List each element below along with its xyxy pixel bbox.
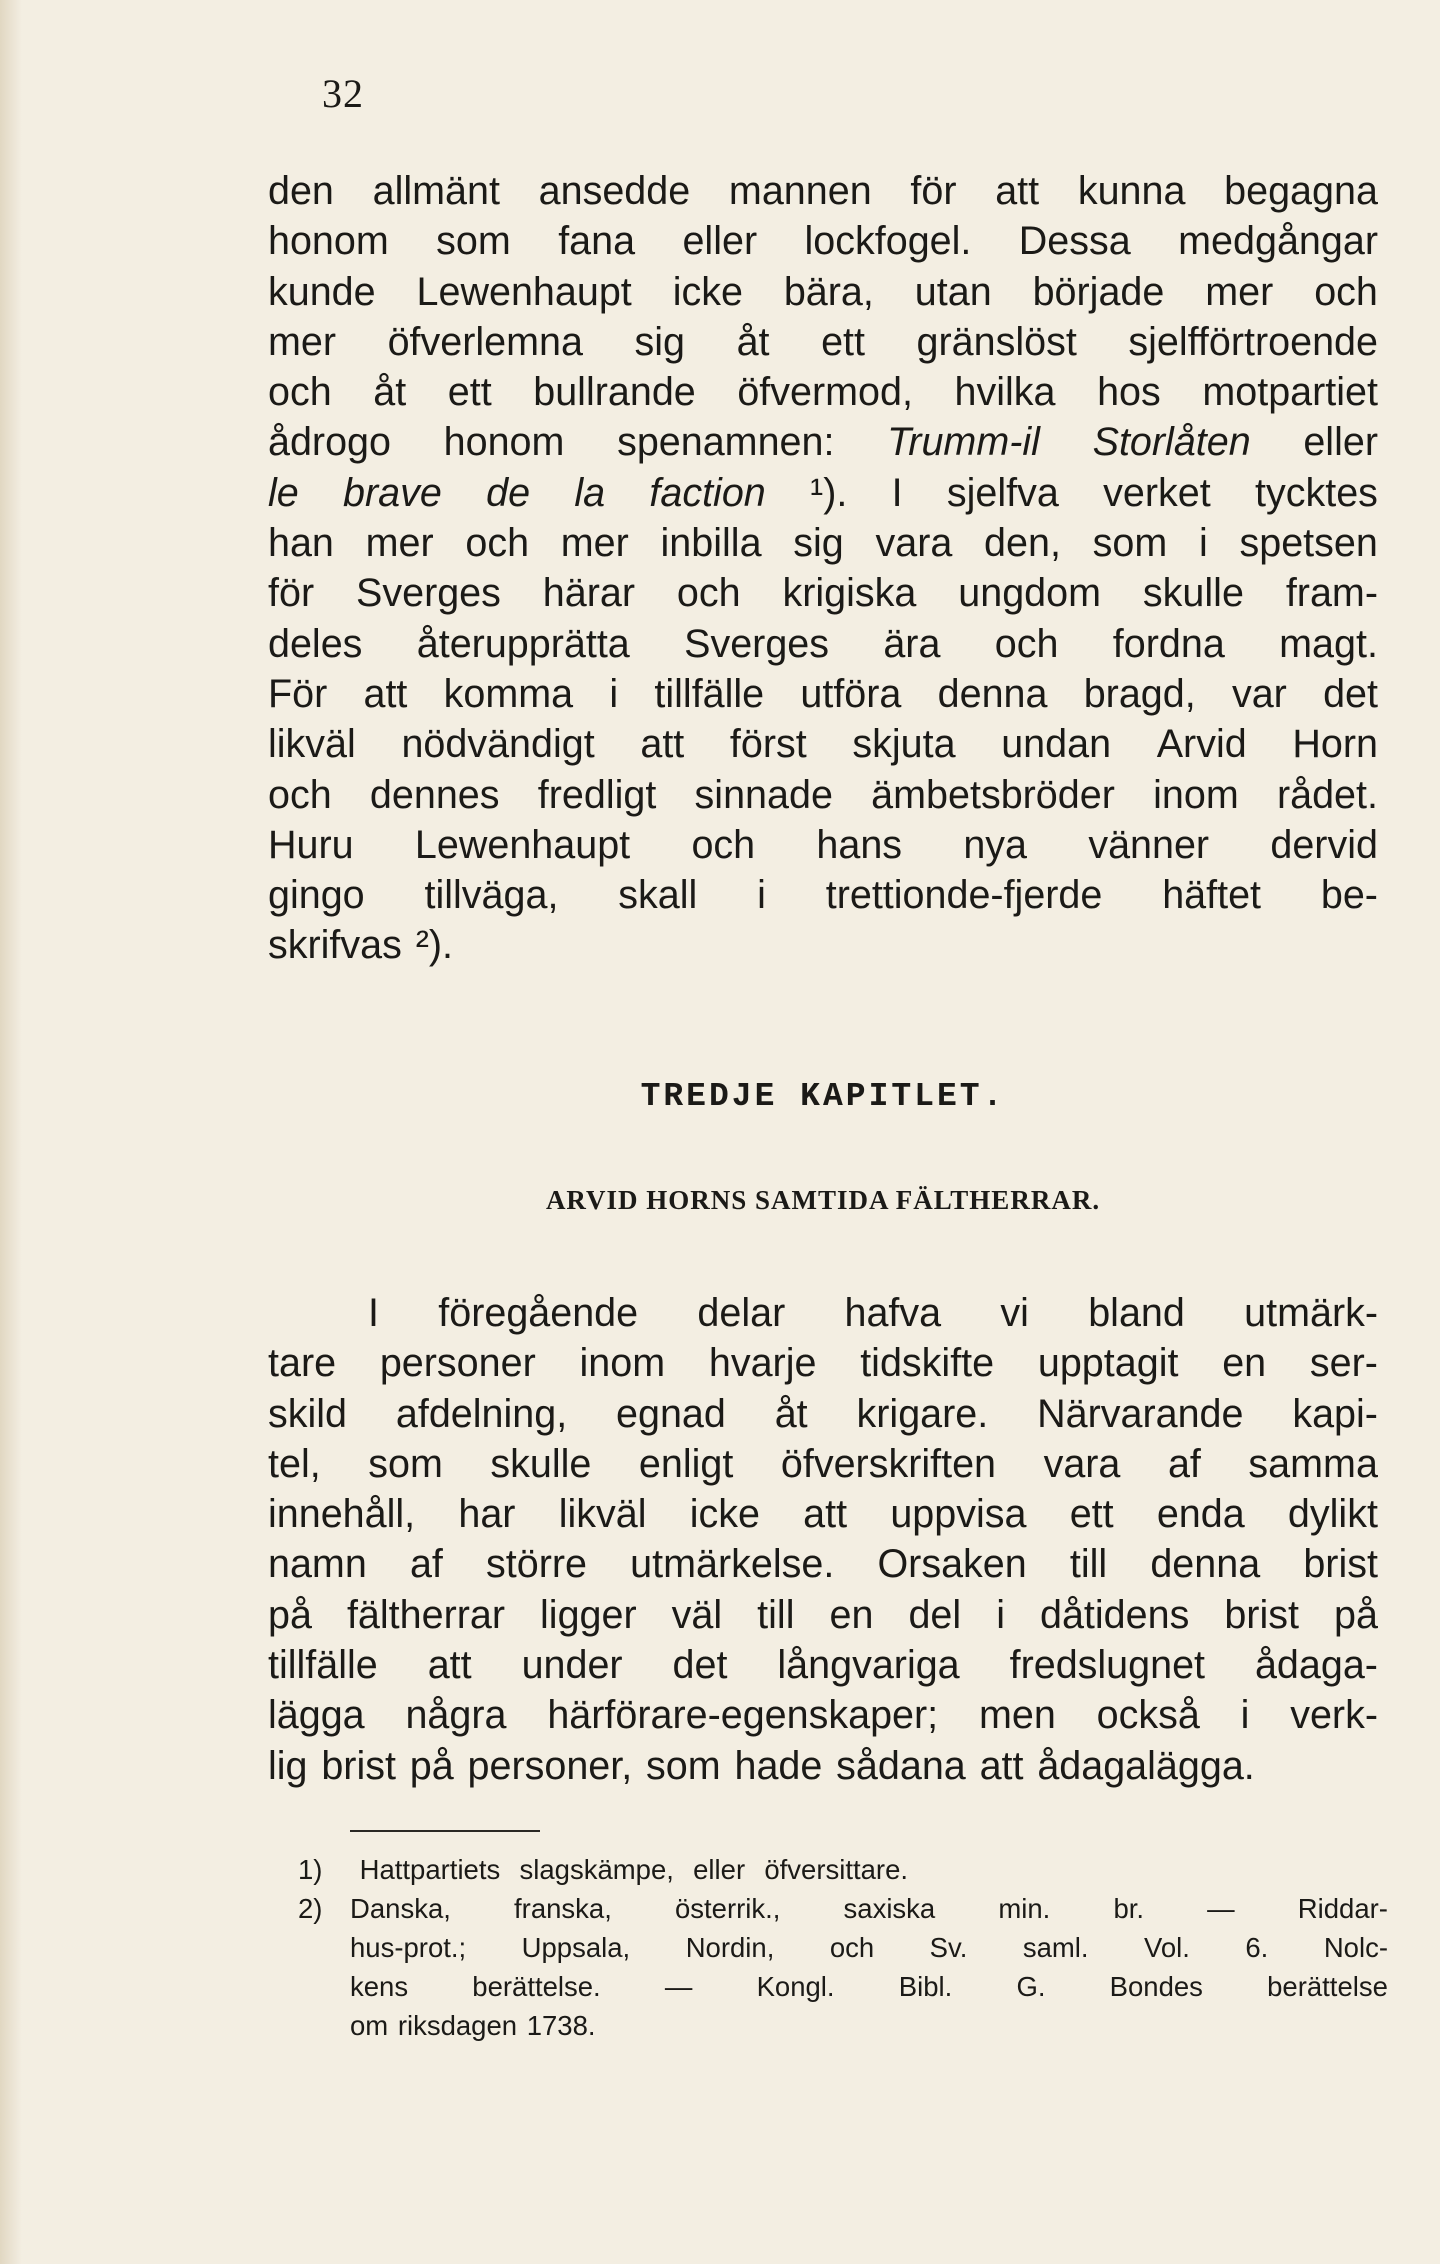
word: skall	[618, 873, 698, 918]
word: bära,	[783, 269, 874, 314]
word: medgångar	[1178, 219, 1378, 264]
word: och	[268, 370, 332, 415]
text-line	[268, 1590, 1378, 1640]
word: och	[465, 521, 530, 566]
word: en	[1222, 1341, 1267, 1386]
word: —	[1207, 1893, 1235, 1924]
word: lägga	[268, 1693, 365, 1738]
word: berättelse	[1267, 1971, 1388, 2002]
word: Närvarande	[1037, 1391, 1244, 1436]
word: fredslugnet	[1009, 1643, 1206, 1688]
word: och	[691, 822, 756, 867]
word: tel,	[268, 1441, 321, 1486]
word: bragd,	[1083, 671, 1196, 716]
word: i	[1240, 1693, 1250, 1738]
word: inbilla	[660, 521, 762, 566]
word: inom	[1153, 772, 1239, 817]
word: Bibl.	[898, 1971, 953, 2002]
text-line	[268, 1489, 1378, 1539]
word: personer,	[467, 1743, 633, 1788]
text-line	[268, 518, 1378, 568]
word: som	[436, 219, 511, 264]
word: hvarje	[708, 1341, 817, 1386]
word: mer	[268, 319, 337, 364]
text-line	[268, 770, 1378, 820]
word: Nolc-	[1323, 1932, 1388, 1963]
word: först	[729, 722, 807, 767]
text-line	[268, 820, 1378, 870]
word: fordna	[1112, 621, 1225, 666]
word: vara	[875, 521, 953, 566]
word: motpartiet	[1202, 370, 1378, 415]
word: han	[268, 521, 334, 566]
word: tidskifte	[860, 1341, 995, 1386]
word: väl	[671, 1592, 723, 1637]
word: utmärk-	[1244, 1291, 1378, 1335]
text-line	[268, 417, 1378, 467]
word: skulle	[1142, 571, 1244, 616]
text-line	[268, 1389, 1378, 1439]
word: mannen	[728, 169, 872, 213]
text-line	[268, 1539, 1378, 1589]
word: innehåll,	[268, 1492, 416, 1537]
word: åt	[774, 1391, 808, 1436]
word: Trumm-il	[887, 420, 1040, 465]
word: tillväga,	[424, 873, 559, 918]
word: icke	[672, 269, 743, 314]
word: verket	[1103, 470, 1211, 515]
word: och	[676, 571, 741, 616]
text-line	[268, 367, 1378, 417]
word: vara	[1043, 1441, 1121, 1486]
word: till	[757, 1592, 795, 1637]
word: tillfälle	[268, 1643, 378, 1688]
word: nya	[963, 822, 1028, 867]
word: ämbetsbröder	[871, 772, 1115, 817]
word: dylikt	[1287, 1492, 1378, 1537]
word: eller	[682, 219, 758, 264]
word: Bondes	[1109, 1971, 1203, 2002]
footnote-number: 2)	[298, 1893, 323, 1924]
word: lig	[268, 1743, 308, 1788]
word: att	[640, 722, 685, 767]
word: saxiska	[843, 1893, 936, 1924]
word: skrifvas	[268, 923, 402, 968]
text-line	[268, 1288, 1378, 1338]
word: härar	[542, 571, 636, 616]
word: verk-	[1290, 1693, 1378, 1738]
word: också	[1096, 1693, 1200, 1738]
page-number: 32	[322, 71, 364, 116]
word: riksdagen	[397, 2010, 518, 2041]
word: mer	[560, 521, 629, 566]
word: föregående	[438, 1291, 639, 1335]
word: upptagit	[1037, 1341, 1179, 1386]
word: att	[979, 1743, 1024, 1788]
word: ett	[821, 319, 865, 364]
page-edge	[0, 0, 22, 2264]
word: fältherrar	[346, 1592, 506, 1637]
word: kunna	[1077, 169, 1186, 213]
word: dervid	[1270, 822, 1378, 867]
text-line	[268, 267, 1378, 317]
word: och	[829, 1932, 875, 1963]
word: bland	[1088, 1291, 1185, 1335]
word: vi	[1000, 1291, 1029, 1335]
word: utföra	[800, 671, 902, 716]
text-line	[268, 317, 1378, 367]
word: Riddar-	[1297, 1893, 1388, 1924]
word: nödvändigt	[401, 722, 595, 767]
text-line	[268, 1338, 1378, 1388]
word: österrik.,	[674, 1893, 781, 1924]
word: var	[1231, 671, 1287, 716]
word: öfverskriften	[780, 1441, 997, 1486]
text-line	[268, 920, 1378, 970]
word: ett	[1069, 1492, 1114, 1537]
word: fram-	[1285, 571, 1378, 616]
word: inom	[579, 1341, 666, 1386]
word: eller	[1303, 420, 1378, 465]
word: utmärkelse.	[630, 1542, 835, 1587]
word: att	[363, 671, 408, 716]
footnote-number: 1)	[298, 1854, 323, 1885]
word: berättelse.	[472, 1971, 601, 2002]
word: i	[757, 873, 766, 918]
word: Vol.	[1144, 1932, 1190, 1963]
word: ligger	[540, 1592, 637, 1637]
chapter-title: TREDJE KAPITLET.	[640, 1078, 1006, 1115]
word: spenamnen:	[617, 420, 835, 465]
word: öfversittare.	[764, 1854, 909, 1885]
text-line	[268, 619, 1378, 669]
word: Storlåten	[1092, 420, 1251, 465]
word: Sv.	[929, 1932, 968, 1963]
word: ungdom	[958, 571, 1102, 616]
word: magt.	[1279, 621, 1378, 666]
word: saml.	[1022, 1932, 1089, 1963]
word: tare	[268, 1341, 337, 1386]
word: trettionde-fjerde	[825, 873, 1103, 918]
word: och	[994, 621, 1059, 666]
word: som	[368, 1441, 443, 1486]
word: för	[268, 571, 315, 616]
word: likväl	[558, 1492, 647, 1537]
word: på	[268, 1592, 312, 1637]
word: mer	[365, 521, 434, 566]
word: utan	[914, 269, 992, 314]
text-line	[268, 568, 1378, 618]
text-line	[268, 1690, 1378, 1740]
word: Huru	[268, 822, 354, 867]
word: namn	[268, 1542, 367, 1587]
word: och	[268, 772, 332, 817]
word: sjelfförtroende	[1128, 319, 1378, 364]
word: att	[995, 169, 1040, 213]
word: åt	[736, 319, 770, 364]
word: Sverges	[356, 571, 501, 616]
footnote-line	[298, 1889, 1388, 1928]
word: och	[1314, 269, 1378, 314]
footnote-line	[298, 1850, 1388, 1889]
word: honom	[443, 420, 565, 465]
word: G.	[1016, 1971, 1046, 2002]
word: att	[803, 1492, 848, 1537]
text-line	[268, 1439, 1378, 1489]
word: Horn	[1292, 722, 1378, 767]
word: spetsen	[1239, 521, 1378, 566]
word: som	[1092, 521, 1168, 566]
word: skulle	[490, 1441, 592, 1486]
word: sådana	[836, 1743, 966, 1788]
text-line	[268, 719, 1378, 769]
word: började	[1032, 269, 1165, 314]
word: dåtidens	[1039, 1592, 1190, 1637]
word: Lewenhaupt	[414, 822, 631, 867]
word: franska,	[514, 1893, 612, 1924]
word: undan	[1001, 722, 1112, 767]
word: att	[427, 1643, 472, 1688]
word: denna	[1150, 1542, 1261, 1587]
word: Lewenhaupt	[416, 269, 632, 314]
word: komma	[443, 671, 574, 716]
word: brave	[343, 470, 442, 515]
word: men	[978, 1693, 1056, 1738]
word: åt	[373, 370, 407, 415]
word: krigare.	[856, 1391, 989, 1436]
word: be-	[1320, 873, 1378, 918]
footnote-line	[298, 1967, 1388, 2006]
word: Arvid	[1156, 722, 1247, 767]
word: större	[486, 1542, 588, 1587]
footnote-line	[298, 1928, 1388, 1967]
chapter-subtitle: ARVID HORNS SAMTIDA FÄLTHERRAR.	[545, 1185, 1101, 1215]
word: några	[405, 1693, 507, 1738]
paragraph-1	[268, 166, 1378, 971]
word: sinnade	[694, 772, 833, 817]
word: gingo	[268, 873, 365, 918]
word: del	[908, 1592, 962, 1637]
word: enda	[1156, 1492, 1245, 1537]
word: af	[1167, 1441, 1201, 1486]
word: Sverges	[684, 621, 830, 666]
word: hafva	[844, 1291, 942, 1335]
word: Dessa	[1018, 219, 1131, 264]
word: icke	[689, 1492, 760, 1537]
word: I	[368, 1291, 379, 1335]
word: häftet	[1162, 873, 1262, 918]
text-line	[268, 468, 1378, 518]
word: det	[1323, 671, 1378, 716]
word: hans	[816, 822, 903, 867]
word: sjelfva	[946, 470, 1059, 515]
word: kunde	[268, 269, 376, 314]
word: ett	[447, 370, 492, 415]
word: brist	[1224, 1592, 1299, 1637]
word: likväl	[268, 722, 356, 767]
word: vänner	[1088, 822, 1210, 867]
word: skjuta	[852, 722, 956, 767]
word: enligt	[638, 1441, 734, 1486]
word: om	[350, 2010, 389, 2041]
word: till	[1069, 1542, 1108, 1587]
footnote-rule	[350, 1830, 540, 1832]
word: den	[268, 169, 334, 213]
word: mer	[1205, 269, 1274, 314]
word: i	[609, 671, 619, 716]
paragraph-2	[268, 1288, 1378, 1791]
word: honom	[268, 219, 389, 264]
text-line	[268, 216, 1378, 266]
word: ¹).	[810, 470, 848, 515]
text-line	[268, 166, 1378, 216]
word: långvariga	[777, 1643, 960, 1688]
word: eller	[693, 1854, 746, 1885]
word: ära	[883, 621, 941, 666]
word: under	[521, 1643, 623, 1688]
word: i	[996, 1592, 1005, 1637]
word: af	[409, 1542, 443, 1587]
word: hade	[734, 1743, 823, 1788]
word: kapi-	[1292, 1391, 1378, 1436]
word: begagna	[1224, 169, 1378, 213]
word: uppvisa	[890, 1492, 1027, 1537]
word: det	[672, 1643, 728, 1688]
word: För	[268, 671, 328, 716]
word: delar	[697, 1291, 786, 1335]
word: öfverlemna	[387, 319, 583, 364]
word: ser-	[1309, 1341, 1378, 1386]
word: le	[268, 470, 299, 515]
word: slagskämpe,	[519, 1854, 674, 1885]
word: lockfogel.	[804, 219, 972, 264]
word: afdelning,	[395, 1391, 568, 1436]
word: Danska,	[350, 1893, 451, 1924]
word: 6.	[1245, 1932, 1269, 1963]
word: I	[891, 470, 903, 515]
word: Kongl.	[756, 1971, 835, 2002]
word: på	[409, 1743, 454, 1788]
word: ²).	[415, 923, 453, 968]
word: tycktes	[1255, 470, 1378, 515]
word: bullrande	[533, 370, 696, 415]
word: ådagalägga.	[1037, 1743, 1255, 1788]
word: la	[574, 470, 606, 515]
word: sig	[793, 521, 844, 566]
word: deles	[268, 621, 363, 666]
word: samma	[1248, 1441, 1378, 1486]
word: egnad	[616, 1391, 726, 1436]
word: som	[646, 1743, 721, 1788]
word: sig	[634, 319, 686, 364]
word: rådet.	[1276, 772, 1378, 817]
word: ansedde	[538, 169, 691, 213]
word: Uppsala,	[521, 1932, 631, 1963]
word: hvilka	[954, 370, 1056, 415]
word: för	[910, 169, 957, 213]
word: öfvermod,	[737, 370, 913, 415]
word: gränslöst	[916, 319, 1077, 364]
word: 1738.	[526, 2010, 596, 2041]
word: Orsaken	[877, 1542, 1027, 1587]
word: skild	[268, 1391, 348, 1436]
word: den,	[984, 521, 1061, 566]
word: härförare-egenskaper;	[547, 1693, 939, 1738]
word: brist	[321, 1743, 396, 1788]
word: Nordin,	[685, 1932, 775, 1963]
text-line	[268, 669, 1378, 719]
word: i	[1199, 521, 1208, 566]
word: —	[664, 1971, 693, 2002]
word: de	[486, 470, 531, 515]
footnote-line	[298, 2006, 1388, 2045]
footnotes	[298, 1850, 1388, 2045]
word: denna	[937, 671, 1048, 716]
word: faction	[649, 470, 766, 515]
text-line	[268, 1640, 1378, 1690]
word: brist	[1303, 1542, 1378, 1587]
word: dennes	[369, 772, 500, 817]
word: hos	[1097, 370, 1161, 415]
word: hus-prot.;	[350, 1932, 467, 1963]
text-line	[268, 870, 1378, 920]
word: fredligt	[537, 772, 657, 817]
word: fana	[558, 219, 636, 264]
word: ådrogo	[268, 420, 391, 465]
word: tillfälle	[654, 671, 765, 716]
word: br.	[1113, 1893, 1145, 1924]
word: Hattpartiets	[359, 1854, 501, 1885]
word: har	[458, 1492, 516, 1537]
word: en	[829, 1592, 874, 1637]
text-line	[268, 1741, 1378, 1791]
word: allmänt	[372, 169, 500, 213]
word: ådaga-	[1254, 1643, 1378, 1688]
word: krigiska	[782, 571, 917, 616]
word: min.	[998, 1893, 1051, 1924]
word: på	[1333, 1592, 1378, 1637]
word: personer	[379, 1341, 536, 1386]
word: kens	[350, 1971, 409, 2002]
word: återupprätta	[416, 621, 630, 666]
